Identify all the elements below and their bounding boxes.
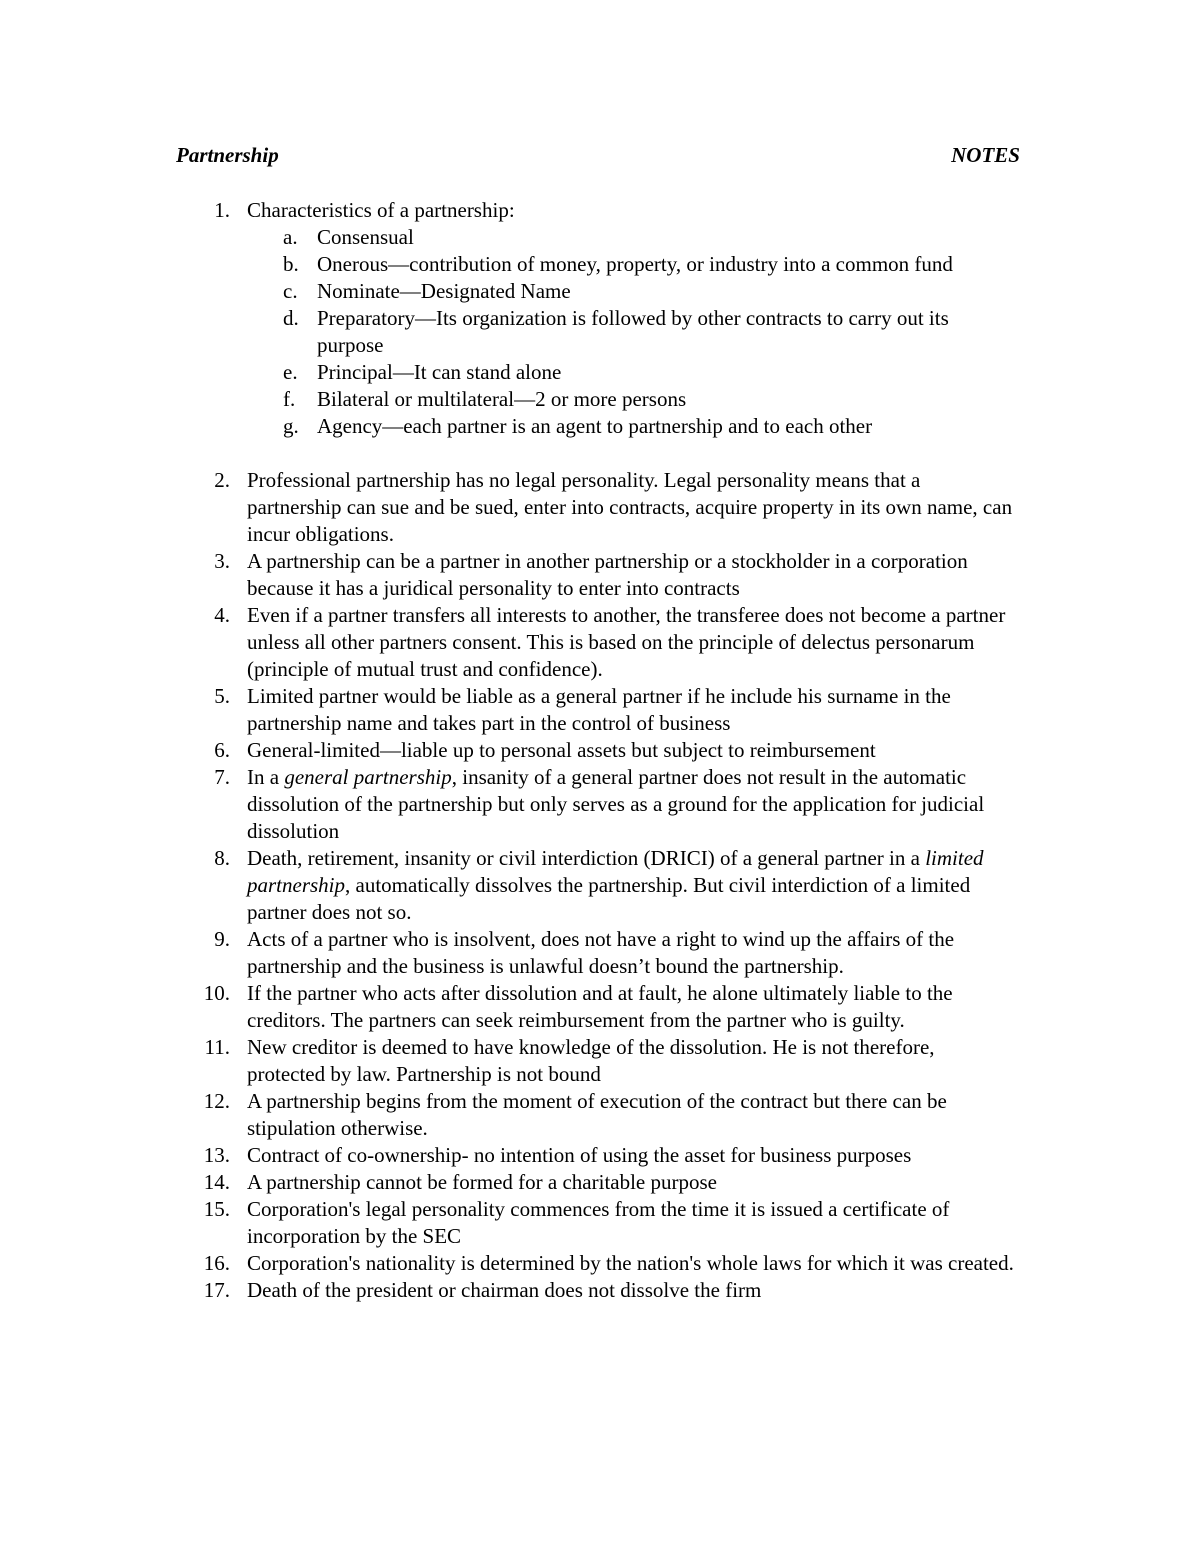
item-number: 16. [203,1251,230,1275]
sub-item-text: Bilateral or multilateral—2 or more persons [317,387,687,411]
sub-item [247,305,1017,359]
sub-item [247,251,1017,278]
item-number: 14. [203,1170,230,1194]
sub-item-text: Agency—each partner is an agent to partnership and to each other [317,414,873,438]
item-text: Corporation's nationality is determined by the nation's whole laws for which it was created. [247,1251,1014,1275]
item-text [247,846,984,924]
document-title: Partnership [176,143,279,167]
sub-item-text: Consensual [317,225,414,249]
item-text: General-limited—liable up to personal assets but subject to reimbursement [247,738,876,762]
list-item [0,980,1017,1034]
item-text: Professional partnership has no legal personality. Legal personality means that a partnership can sue and be sued, enter into contracts, acquire property in its own name, can incur obligations. [247,468,1013,546]
item-number: 6. [214,738,230,762]
item-text: If the partner who acts after dissolution and at fault, he alone ultimately liable to the creditors. The partners can seek reimbursement from the partner who is guilty. [247,981,953,1032]
item-number: 2. [214,468,230,492]
item-number: 3. [214,549,230,573]
item-text: Even if a partner transfers all interests to another, the transferee does not become a partner unless all other partners consent. This is based on the principle of delectus personarum (principle of mutual trust and confidence). [247,603,1006,681]
list-item [0,926,1017,980]
list-item [0,197,1017,224]
sub-item-letter: d. [283,306,299,330]
item-text-emphasis: limited partnership [247,846,984,897]
item-text-emphasis: general partnership [284,765,452,789]
list-item [0,845,1017,926]
item-text: A partnership can be a partner in another partnership or a stockholder in a corporation because it has a juridical personality to enter into contracts [247,549,968,600]
item-text-post: , insanity of a general partner does not result in the automatic dissolution of the partnership but only serves as a ground for the application for judicial dissolution [247,765,985,843]
item-number: 11. [204,1035,230,1059]
item-text-post: , automatically dissolves the partnership. But civil interdiction of a limited partner does not so. [247,873,971,924]
spacer [0,440,1200,467]
sub-item-letter: g. [283,414,299,438]
sub-item [247,224,1017,251]
item-text: A partnership cannot be formed for a charitable purpose [247,1170,717,1194]
list-item [0,1142,1017,1169]
sub-item-letter: f. [283,387,296,411]
item-number: 13. [203,1143,230,1167]
list-item [0,1277,1017,1304]
notes-list [0,197,1200,1304]
list-item [0,602,1017,683]
sub-item-letter: a. [283,225,298,249]
item-number: 15. [203,1197,230,1221]
item-number: 17. [203,1278,230,1302]
sub-item-text: Onerous—contribution of money, property, or industry into a common fund [317,252,953,276]
item-number: 1. [214,198,230,222]
item-text: A partnership begins from the moment of execution of the contract but there can be stipulation otherwise. [247,1089,947,1140]
item-text-pre: Death, retirement, insanity or civil interdiction (DRICI) of a general partner in a [247,846,926,870]
list-item [0,1250,1017,1277]
notes-label: NOTES [951,143,1020,167]
list-item [0,683,1017,737]
list-item [0,764,1017,845]
sub-item [247,359,1017,386]
item-number: 8. [214,846,230,870]
sub-item-text: Principal—It can stand alone [317,360,562,384]
item-text: New creditor is deemed to have knowledge of the dissolution. He is not therefore, protected by law. Partnership is not bound [247,1035,935,1086]
item-number: 7. [214,765,230,789]
item-number: 5. [214,684,230,708]
item-number: 4. [214,603,230,627]
list-item [0,1088,1017,1142]
list-item [0,1196,1017,1250]
sub-item-text: Preparatory—Its organization is followed by other contracts to carry out its purpose [317,306,949,357]
sub-item-text: Nominate—Designated Name [317,279,571,303]
sub-item-letter: e. [283,360,298,384]
sub-item-letter: b. [283,252,299,276]
item-text: Limited partner would be liable as a general partner if he include his surname in the partnership name and takes part in the control of business [247,684,951,735]
item-text: Acts of a partner who is insolvent, does not have a right to wind up the affairs of the partnership and the business is unlawful doesn’t bound the partnership. [247,927,955,978]
item-number: 9. [214,927,230,951]
header-row [176,143,1020,171]
item-number: 12. [203,1089,230,1113]
sub-item [247,386,1017,413]
item-text: Characteristics of a partnership: [247,198,515,222]
sub-item [247,413,1017,440]
item-number: 10. [203,981,230,1005]
sub-item [247,278,1017,305]
item-text [247,765,984,843]
item-text: Corporation's legal personality commences from the time it is issued a certificate of incorporation by the SEC [247,1197,950,1248]
list-item [0,1034,1017,1088]
list-item [0,467,1017,548]
sub-list [0,224,1017,440]
list-item [0,1169,1017,1196]
item-text: Contract of co-ownership- no intention of using the asset for business purposes [247,1143,912,1167]
list-item [0,548,1017,602]
item-text-pre: In a [247,765,285,789]
list-item [0,737,1017,764]
item-text: Death of the president or chairman does not dissolve the firm [247,1278,762,1302]
sub-item-letter: c. [283,279,298,303]
